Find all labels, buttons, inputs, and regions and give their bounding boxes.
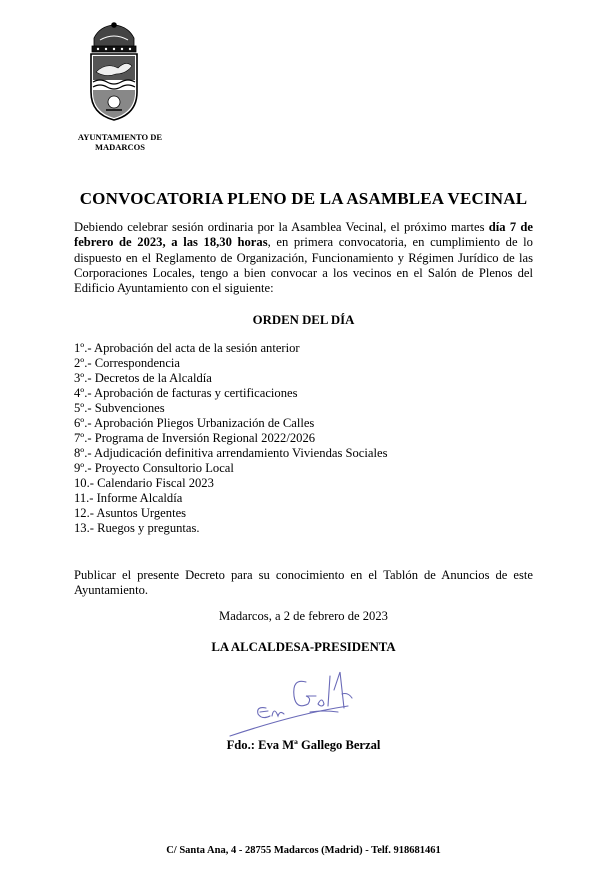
signed-by: Fdo.: Eva Mª Gallego Berzal xyxy=(226,738,381,752)
footer-address: C/ Santa Ana, 4 - 28755 Madarcos (Madrid) - Telf. 918681461 xyxy=(166,845,441,856)
agenda-item: 12.- Asuntos Urgentes xyxy=(74,506,187,520)
agenda-item: 3º.- Decretos de la Alcaldía xyxy=(74,371,212,385)
agenda-item: 9º.- Proyecto Consultorio Local xyxy=(74,461,234,475)
coat-of-arms-icon xyxy=(86,22,142,122)
agenda-list xyxy=(74,341,387,536)
agenda-item: 8º.- Adjudicación definitiva arrendamiento Viviendas Sociales xyxy=(74,446,388,460)
handwritten-signature xyxy=(226,660,356,745)
intro-date-bold: día 7 de febrero de 2023, a las 18,30 horas xyxy=(74,220,533,250)
agenda-item: 7º.- Programa de Inversión Regional 2022/2026 xyxy=(74,431,316,445)
document-title: CONVOCATORIA PLENO DE LA ASAMBLEA VECINAL xyxy=(79,189,528,208)
intro-paragraph xyxy=(74,220,533,296)
agenda-item: 4º.- Aprobación de facturas y certificaciones xyxy=(74,386,298,400)
publish-paragraph: Publicar el presente Decreto para su conocimiento en el Tablón de Anuncios de este Ayuntamiento. xyxy=(74,568,533,598)
signer-role: LA ALCALDESA-PRESIDENTA xyxy=(211,640,396,654)
agenda-item: 6º.- Aprobación Pliegos Urbanización de Calles xyxy=(74,416,315,430)
agenda-item: 11.- Informe Alcaldía xyxy=(74,491,183,505)
agenda-item: 10.- Calendario Fiscal 2023 xyxy=(74,476,214,490)
agenda-item: 13.- Ruegos y preguntas. xyxy=(74,521,200,535)
org-line-2: MADARCOS xyxy=(94,142,146,152)
intro-text-1: Debiendo celebrar sesión ordinaria por la Asamblea Vecinal, el próximo martes xyxy=(74,220,489,234)
organization-name xyxy=(70,132,170,152)
place-date: Madarcos, a 2 de febrero de 2023 xyxy=(219,609,388,623)
agenda-item: 1º.- Aprobación del acta de la sesión anterior xyxy=(74,341,300,355)
agenda-heading: ORDEN DEL DÍA xyxy=(252,313,355,327)
intro-text-2: , en primera convocatoria, en cumplimiento de lo dispuesto en el Reglamento de Organización, Funcionamiento y Régimen Jurídico de las Corporaciones Locales, tengo a bien convocar a los vecinos en el Salón de Plenos del Edificio Ayuntamiento con el siguiente: xyxy=(74,235,533,296)
org-line-1: AYUNTAMIENTO DE xyxy=(77,132,163,142)
agenda-item: 2º.- Correspondencia xyxy=(74,356,181,370)
agenda-item: 5º.- Subvenciones xyxy=(74,401,165,415)
